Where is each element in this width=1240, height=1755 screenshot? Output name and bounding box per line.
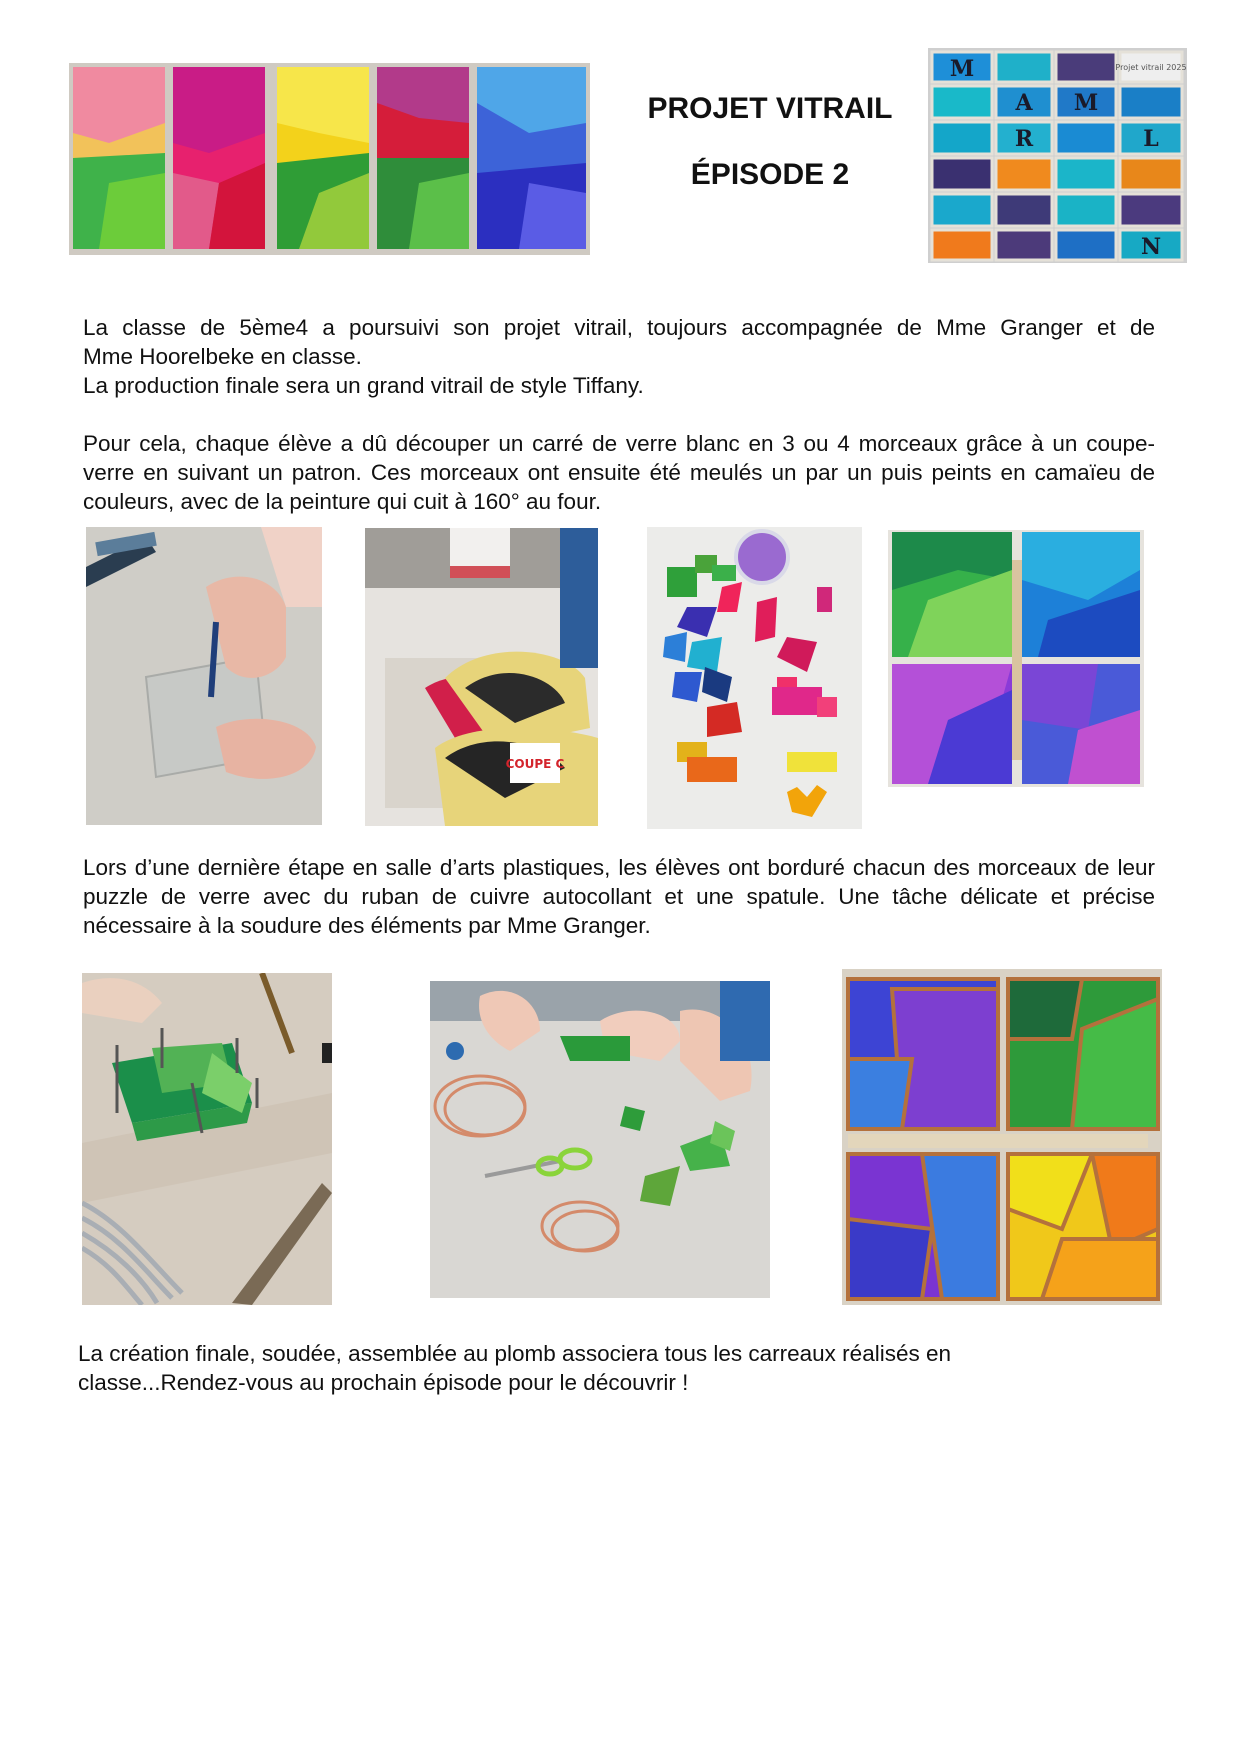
conclusion-line-1: La création finale, soudée, assemblée au plomb associera tous les carreaux réalisés en [78, 1341, 951, 1366]
photo-copper-tape [430, 981, 770, 1298]
header-painted-tiles-photo [69, 63, 590, 255]
conclusion-line-2: classe...Rendez-vous au prochain épisode pour le découvrir ! [78, 1370, 689, 1395]
conclusion-paragraph [78, 1339, 1078, 1397]
tile-letter-6: N [1140, 234, 1162, 260]
intro-line-3: La production finale sera un grand vitrail de style Tiffany. [83, 373, 644, 398]
intro-line-2: Mme Hoorelbeke en classe. [83, 344, 362, 369]
tile-letter-2: A [1015, 90, 1033, 116]
page-subtitle: ÉPISODE 2 [690, 158, 850, 191]
tile-letter-3: M [1073, 90, 1099, 116]
process-paragraph: Pour cela, chaque élève a dû découper un carré de verre blanc en 3 ou 4 morceaux grâce à un coupe-verre en suivant un patron. Ces morceaux ont ensuite été meulés un par un puis peints en camaïeu de couleurs, avec de la peinture qui cuit à 160° au four. [83, 431, 1155, 514]
photo-painted-pieces [647, 527, 862, 829]
photo-grinding-glass [365, 528, 598, 826]
glove-brand-label: COUPE C [505, 757, 565, 771]
tile-letter-1: M [949, 56, 975, 82]
page-title: PROJET VITRAIL [647, 92, 893, 125]
photo-finished-tiles [842, 969, 1162, 1305]
photo-assembling-nails [82, 973, 332, 1305]
border-paragraph: Lors d’une dernière étape en salle d’arts plastiques, les élèves ont borduré chacun des morceaux de leur puzzle de verre avec du ruban de cuivre autocollant et une spatule. Une tâche délicate et précise nécessaire à la soudure des éléments par Mme Granger. [83, 855, 1155, 938]
tile-letter-5: L [1143, 126, 1159, 152]
intro-line-1: La classe de 5ème4 a poursuivi son projet vitrail, toujours accompagnée de Mme Granger et de [83, 315, 1155, 340]
tile-label: Projet vitrail 2025 [1115, 63, 1187, 72]
photo-painted-squares [888, 530, 1144, 787]
intro-paragraph [83, 313, 1155, 400]
tile-letter-4: R [1014, 126, 1034, 152]
header-letter-tiles-photo [928, 48, 1187, 263]
photo-cutting-glass [86, 527, 322, 825]
